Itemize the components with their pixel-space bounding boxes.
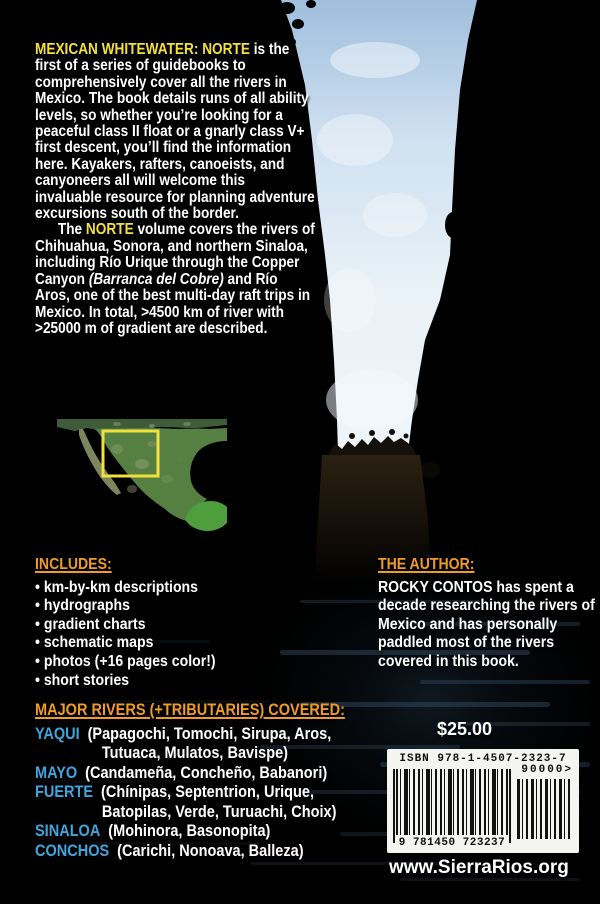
intro-p1-text: is the first of a series of guidebooks to comprehensively cover all the rivers in Mexico. The book details runs of all ability levels, so whether you’re looking for a peaceful class II float or a gnarly class V+ first descent, you’ll find the information here. Kayakers, rafters, canoeists, and canyoneers all will welcome this invaluable resource for planning adventure excursions south of the border. bbox=[35, 41, 315, 223]
cloud bbox=[324, 268, 376, 332]
tree bbox=[404, 434, 409, 439]
river-row bbox=[35, 842, 376, 862]
includes-item: • km-by-km descriptions bbox=[35, 578, 198, 596]
river-tributaries: (Carichi, Nonoava, Balleza) bbox=[117, 841, 304, 860]
includes-item: • photos (+16 pages color!) bbox=[35, 652, 216, 670]
bush-silhouette bbox=[445, 212, 461, 238]
branch-silhouette bbox=[306, 0, 316, 8]
tree bbox=[389, 429, 395, 435]
cloud bbox=[330, 42, 420, 78]
isbn-number: ISBN 978-1-4507-2323-7 bbox=[399, 753, 567, 765]
river-row bbox=[35, 783, 376, 822]
barcode-bars bbox=[396, 769, 508, 835]
bush-silhouette bbox=[420, 462, 440, 478]
intro-paragraph-1 bbox=[35, 42, 315, 222]
includes-section bbox=[35, 556, 299, 690]
includes-item: • schematic maps bbox=[35, 634, 154, 652]
intro-paragraphs bbox=[35, 42, 315, 337]
includes-item: • gradient charts bbox=[35, 615, 146, 633]
author-heading: THE AUTHOR: bbox=[378, 556, 475, 573]
mexico-coverage-map bbox=[57, 419, 227, 545]
author-bio: ROCKY CONTOS has spent a decade researching the rivers of Mexico and has personally paddled most of the rivers covered in this book. bbox=[378, 578, 595, 670]
river-row bbox=[35, 764, 376, 784]
price-label: $25.00 bbox=[436, 719, 492, 739]
intro-p2-prefix: The bbox=[57, 221, 86, 239]
barcode-guard-bar bbox=[509, 769, 511, 843]
tree bbox=[369, 430, 375, 436]
river-name: CONCHOS bbox=[35, 841, 110, 860]
intro-p2-text: volume covers the rivers of Chihuahua, Sonora, and northern Sinaloa, including Río Urique through the Copper Canyon bbox=[35, 221, 315, 288]
haze bbox=[326, 370, 418, 430]
river-name: FUERTE bbox=[35, 783, 94, 801]
book-title: MEXICAN WHITEWATER: NORTE bbox=[35, 41, 250, 58]
river-tributaries: (Chínipas, Septentrion, Urique, Batopilas, Verde, Turuachi, Choix) bbox=[101, 783, 337, 821]
river-tributaries: (Mohinora, Basonopita) bbox=[108, 822, 271, 840]
tree bbox=[349, 433, 355, 439]
rivers-section bbox=[35, 701, 376, 861]
river-tributaries: (Candameña, Concheño, Babanori) bbox=[85, 763, 328, 782]
website-url: www.SierraRios.org bbox=[389, 857, 569, 878]
branch-silhouette bbox=[279, 2, 295, 14]
cloud bbox=[363, 193, 427, 237]
barcode-guard-bar bbox=[393, 769, 395, 843]
river-name: YAQUI bbox=[35, 724, 80, 743]
branch-silhouette bbox=[292, 19, 304, 29]
includes-heading: INCLUDES: bbox=[35, 556, 112, 573]
author-section bbox=[378, 556, 600, 672]
barcode-addon-bars bbox=[517, 779, 571, 839]
isbn-barcode bbox=[387, 749, 579, 853]
volume-name: NORTE bbox=[85, 221, 134, 239]
river-name: SINALOA bbox=[35, 822, 101, 840]
barcode-digits: 9 781450 723237 bbox=[398, 837, 506, 849]
barcode-addon-number: 90000> bbox=[521, 764, 573, 776]
includes-item: • short stories bbox=[35, 671, 130, 689]
rivers-heading: MAJOR RIVERS (+TRIBUTARIES) COVERED: bbox=[35, 701, 345, 719]
intro-p2-end: and Río Aros, one of the best multi-day raft trips in Mexico. In total, >4500 km of river with >25000 m of gradient are described. bbox=[35, 270, 311, 337]
mexico-satellite-image bbox=[57, 419, 227, 545]
barranca-del-cobre-italic: (Barranca del Cobre) bbox=[88, 270, 224, 288]
cloud bbox=[317, 114, 393, 166]
intro-paragraph-2 bbox=[35, 222, 315, 337]
river-tributaries: (Papagochi, Tomochi, Sirupa, Aros, Tutuaca, Mulatos, Bavispe) bbox=[87, 724, 332, 762]
river-row bbox=[35, 725, 376, 764]
includes-item: • hydrographs bbox=[35, 597, 130, 615]
river-name: MAYO bbox=[35, 763, 78, 782]
river-row bbox=[35, 822, 376, 842]
